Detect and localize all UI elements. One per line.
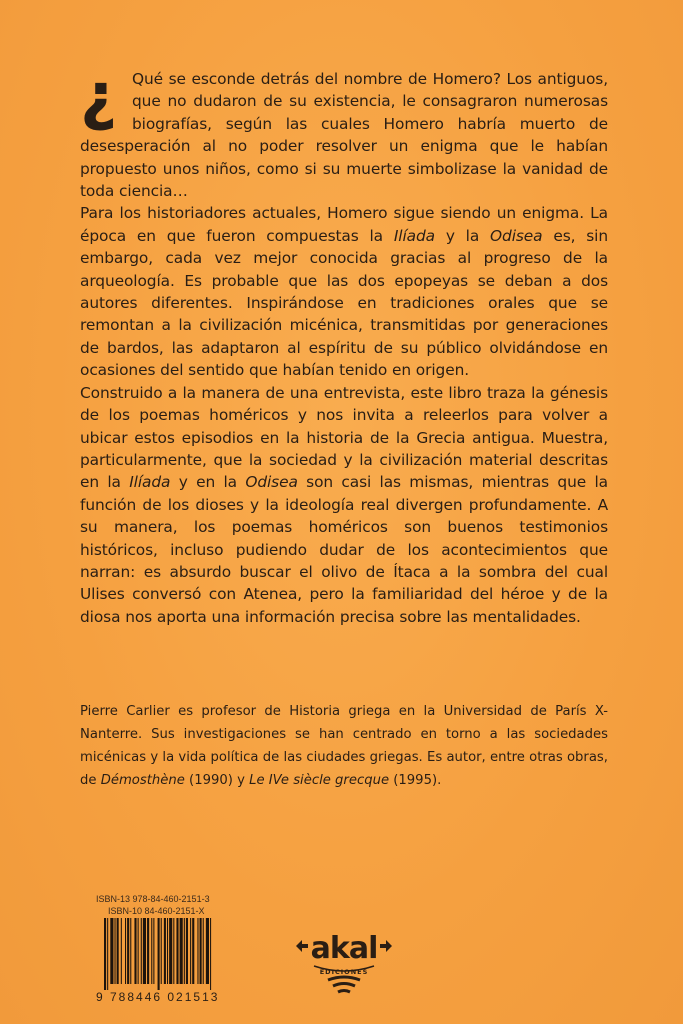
logo-right-arrow (386, 940, 392, 952)
logo-wordmark: akal (310, 931, 378, 966)
barcode-bar (197, 918, 198, 984)
barcode-bar (164, 918, 166, 984)
barcode-bar (169, 918, 172, 984)
barcode-bar (210, 918, 211, 990)
barcode-bar (180, 918, 183, 984)
barcode-digits: 9 788446 021513 (96, 990, 220, 1004)
barcode-bar (138, 918, 139, 984)
barcode-bar (161, 918, 162, 984)
barcode-bar (200, 918, 202, 984)
barcode-bar (125, 918, 126, 984)
barcode-bar (186, 918, 188, 984)
barcode (96, 918, 238, 1006)
barcode-bar (107, 918, 108, 990)
logo-wave-icon (328, 977, 360, 992)
barcode-bar (134, 918, 136, 984)
logo-subtitle: EDICIONES (319, 968, 369, 976)
barcode-bars (96, 918, 238, 990)
barcode-bar (115, 918, 116, 984)
blurb-paragraph-1: ¿ Qué se esconde detrás del nombre de Homero? Los antiguos, que no dudaron de su existencia, le consagraron numerosas biografías, según las cuales Homero habría muerto de desesperación al no poder resolver un enigma que le habían propuesto unos niños, como si su muerte simbolizase la vanidad de toda ciencia… (80, 60, 608, 201)
blurb-paragraph-3: Construido a la manera de una entrevista, este libro traza la génesis de los poemas homéricos y nos invita a releerlos para volver a ubicar estos episodios en la historia de la Grecia antigua. Muestra, particularmente, que la sociedad y la civilización material descritas en la Ilíada y en la Odisea son casi las mismas, mientras que la función de los dioses y la ideología real divergen profundamente. A su manera, los poemas homéricos son buenos testimonios históricos, incluso pudiendo dudar de los acontecimientos que narran: es absurdo buscar el olivo de Ítaca a la sombra del cual Ulises conversó con Atenea, pero la familiaridad del héroe y de la diosa nos aporta una información precisa sobre las mentalidades. (80, 383, 608, 626)
barcode-bar (158, 918, 160, 990)
barcode-bar (104, 918, 106, 990)
blurb-text (80, 60, 608, 628)
barcode-bar (130, 918, 131, 984)
barcode-bar (117, 918, 119, 984)
barcode-bar (121, 918, 122, 984)
isbn-13: ISBN-13 978-84-460-2151-3 (96, 894, 210, 904)
barcode-bar (203, 918, 204, 984)
logo-left-arrow (296, 940, 302, 952)
barcode-bar (167, 918, 168, 984)
barcode-bar (190, 918, 191, 984)
author-bio: Pierre Carlier es profesor de Historia griega en la Universidad de París X-Nanterre. Sus investigaciones se han centrado en torno a las sociedades micénicas y la vida política de las ciudades griegas. Es autor, entre otras obras, de Démosthène (1990) y Le IVe siècle grecque (1995). (80, 704, 608, 788)
barcode-bar (141, 918, 142, 984)
barcode-bar (173, 918, 174, 984)
barcode-bar (176, 918, 178, 984)
barcode-bar (147, 918, 149, 984)
blurb-paragraph-2: Para los historiadores actuales, Homero sigue siendo un enigma. La época en que fueron compuestas la Ilíada y la Odisea es, sin embargo, cada vez mejor conocida gracias al progreso de la arqueología. Es probable que las dos epopeyas se deban a dos autores diferentes. Inspirándose en tradiciones orales que se remontan a la civilización micénica, transmitidas por generaciones de bardos, las adaptaron al espíritu de su público olvidándose en ocasiones del sentido que habían tenido en origen. (80, 204, 608, 380)
isbn-10: ISBN-10 84-460-2151-X (108, 906, 205, 916)
barcode-bar (184, 918, 185, 984)
barcode-bar (206, 918, 209, 984)
barcode-bar (127, 918, 129, 984)
barcode-bar (110, 918, 113, 984)
barcode-bar (153, 918, 154, 984)
barcode-bar (192, 918, 194, 984)
barcode-bar (143, 918, 146, 984)
barcode-bar (151, 918, 152, 984)
drop-cap-question-mark: ¿ (80, 60, 118, 134)
publisher-logo (292, 916, 396, 996)
